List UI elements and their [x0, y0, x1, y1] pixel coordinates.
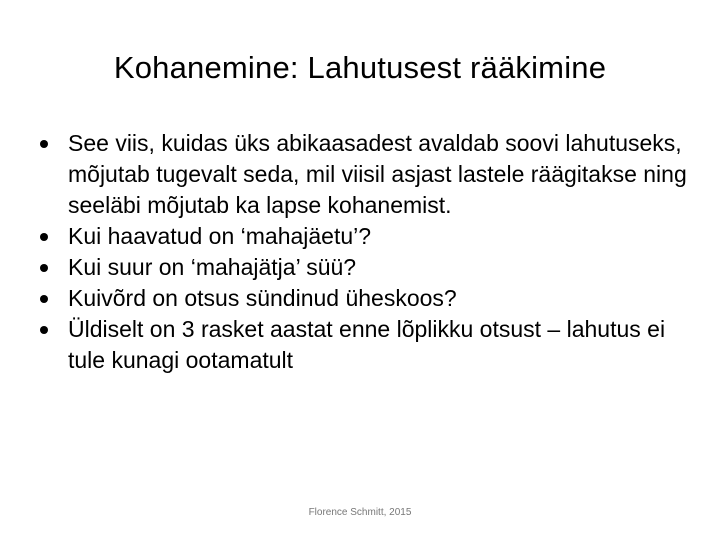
bullet-text: Kuivõrd on otsus sündinud üheskoos? [68, 285, 457, 311]
bullet-item [36, 283, 696, 314]
bullet-dot-icon [40, 264, 48, 272]
bullet-dot-icon [40, 326, 48, 334]
bullet-item [36, 128, 696, 221]
bullet-text: Kui haavatud on ‘mahajäetu’? [68, 223, 372, 249]
bullet-text: Üldiselt on 3 rasket aastat enne lõplikku otsust – lahutus ei tule kunagi ootamatult [68, 316, 666, 373]
bullet-dot-icon [40, 233, 48, 241]
bullet-dot-icon [40, 140, 48, 148]
bullet-item [36, 314, 696, 376]
bullet-item [36, 252, 696, 283]
bullet-text: See viis, kuidas üks abikaasadest avaldab soovi lahutuseks, mõjutab tugevalt seda, mil viisil asjast lastele räägitakse ning seeläbi mõjutab ka lapse kohanemist. [68, 130, 687, 218]
bullet-dot-icon [40, 295, 48, 303]
bullet-item [36, 221, 696, 252]
slide-title: Kohanemine: Lahutusest rääkimine [113, 50, 607, 85]
bullet-text: Kui suur on ‘mahajätja’ süü? [68, 254, 357, 280]
bullet-list [36, 128, 696, 376]
slide-footer: Florence Schmitt, 2015 [308, 507, 412, 518]
